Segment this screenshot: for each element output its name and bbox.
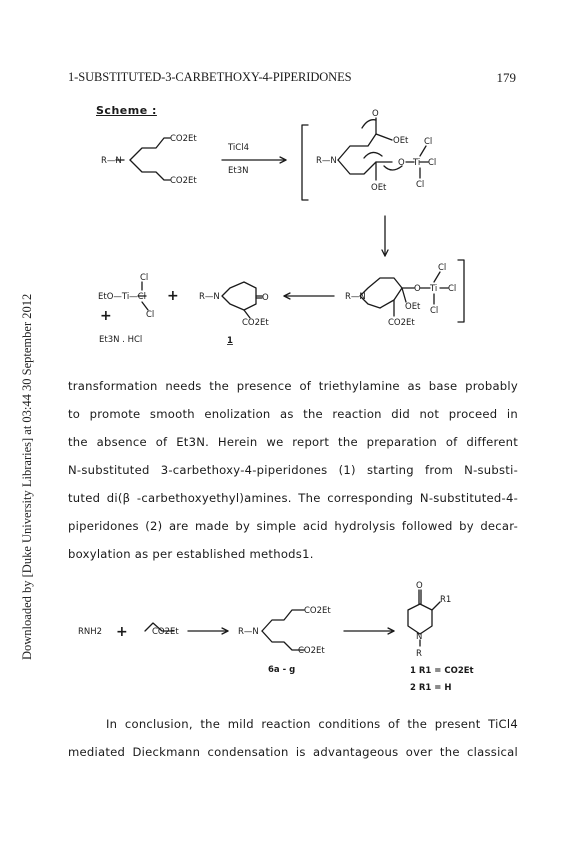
intermediate-6a-g-label: 6a - g: [268, 665, 296, 675]
cl-label-3: Cl: [416, 180, 425, 190]
complex-lower-chain: [338, 160, 392, 174]
piperidone-product-carbonyl: [419, 590, 421, 604]
plus-sign-3: +: [116, 624, 128, 640]
piperidone-product-r1-bond: [432, 602, 440, 610]
et3n-hcl-label: Et3N . HCl: [99, 335, 143, 345]
plus-sign-2: +: [167, 288, 179, 304]
ti-label-1: Ti: [413, 158, 421, 168]
curved-arrow-1: [362, 120, 376, 128]
cyclized-oet-bond: [402, 288, 406, 302]
compound-1-label: 1: [227, 336, 233, 346]
rnh2-label: RNH2: [78, 627, 103, 637]
piperidone-product-ring: [408, 604, 432, 634]
r-n-label-3: R—N: [345, 292, 366, 302]
r-n-label-2: R—N: [316, 156, 337, 166]
intermediate-upper-arm: [262, 610, 304, 631]
paragraph-1-line-2: to promote smooth enolization as the reaction did not proceed in: [68, 407, 518, 421]
bracket-right: [458, 260, 464, 322]
co2et-label-4: CO2Et: [242, 318, 269, 328]
product-n-label: N: [416, 632, 423, 642]
ketone-o-label: O: [262, 293, 269, 303]
cl-label-4: Cl: [448, 284, 457, 294]
download-watermark-text: Downloaded by [Duke University Libraries] at 03:44 30 September 2012: [20, 293, 34, 660]
paragraph-1-line-7: boxylation as per established methods1.: [68, 547, 314, 561]
reagent-ticl4: TiCl4: [228, 143, 249, 153]
scheme-label: Scheme :: [96, 104, 157, 117]
oet-label-3: OEt: [405, 302, 421, 312]
paragraph-1-line-6: piperidones (2) are made by simple acid hydrolysis followed by decar-: [68, 519, 518, 533]
plus-sign-1: +: [100, 308, 112, 324]
co2et-label-3: CO2Et: [388, 318, 415, 328]
oet-label-1: OEt: [393, 136, 409, 146]
oet-label-2: OEt: [371, 183, 387, 193]
body-paragraph-2: [68, 710, 518, 766]
product-2-definition: 2 R1 = H: [410, 683, 452, 693]
co2et-label-2: CO2Et: [170, 176, 197, 186]
enolate-o-label: O: [398, 158, 405, 168]
cl-label-2: Cl: [424, 137, 433, 147]
curved-arrow-2: [364, 152, 382, 158]
cl-label-8: Cl: [146, 310, 155, 320]
co2et-label-6: CO2Et: [298, 646, 325, 656]
paragraph-1-line-4: N-substituted 3-carbethoxy-4-piperidones (1) starting from N-substi-: [68, 463, 518, 477]
cl-label-7: Cl: [140, 273, 149, 283]
diester-lower-arm: [130, 160, 170, 180]
paragraph-1-line-5: tuted di(β -carbethoxyethyl)amines. The corresponding N-substituted-4-: [68, 491, 518, 505]
reagent-et3n: Et3N: [228, 166, 249, 176]
paragraph-1-line-3: the absence of Et3N. Herein we report the preparation of different: [68, 435, 518, 449]
r-n-label-5: R—N: [238, 627, 259, 637]
acrylate-co2et-label: CO2Et: [152, 627, 179, 637]
r-n-label-1: R—N: [101, 156, 122, 166]
r-n-label-4: R—N: [199, 292, 220, 302]
eto-ti-cl-label: EtO—Ti—Cl: [98, 292, 146, 302]
paragraph-1-line-1: transformation needs the presence of triethylamine as base probably: [68, 379, 518, 393]
body-paragraph-1: [68, 372, 518, 568]
cyclized-ring: [360, 278, 402, 308]
running-title: 1-SUBSTITUTED-3-CARBETHOXY-4-PIPERIDONES: [68, 70, 352, 84]
co2et-label-1: CO2Et: [170, 134, 197, 144]
paragraph-2-line-2: mediated Dieckmann condensation is advantageous over the classical: [68, 745, 518, 759]
piperidone-1-ring: [222, 282, 256, 310]
product-r1-label: R1: [440, 595, 452, 605]
piperidone-1-ester-bond: [244, 310, 250, 318]
paragraph-2-line-1: In conclusion, the mild reaction conditions of the present TiCl4: [106, 717, 518, 731]
cl-label-5: Cl: [438, 263, 447, 273]
diester-upper-arm: [116, 138, 170, 160]
complex-ester-bond: [376, 134, 392, 140]
product-1-definition: 1 R1 = CO2Et: [410, 666, 474, 676]
bracket-left: [302, 125, 308, 200]
co2et-label-5: CO2Et: [304, 606, 331, 616]
cl-label-6: Cl: [430, 306, 439, 316]
cyclized-o-label: O: [414, 284, 421, 294]
product-ketone-o-label: O: [416, 581, 423, 591]
ti-label-2: Ti: [430, 284, 438, 294]
cl-label-1: Cl: [428, 158, 437, 168]
carbonyl-o-label: O: [372, 109, 379, 119]
page-number: 179: [496, 70, 516, 85]
product-r-label: R: [416, 649, 422, 659]
